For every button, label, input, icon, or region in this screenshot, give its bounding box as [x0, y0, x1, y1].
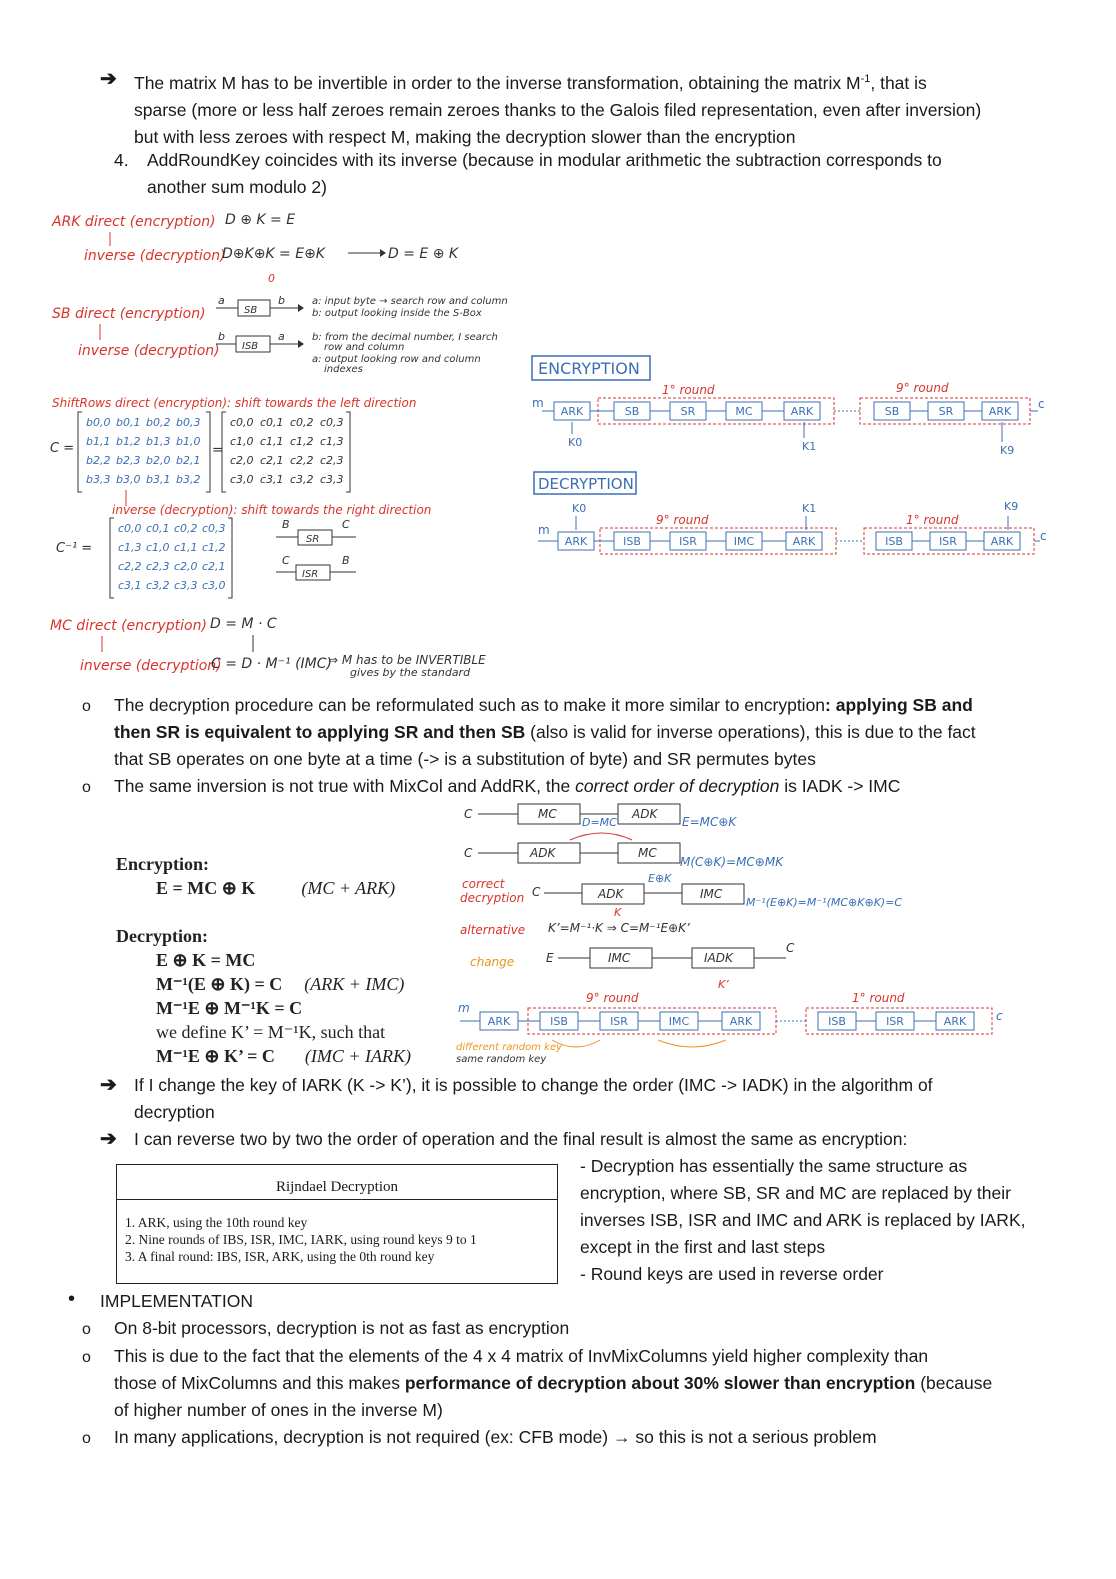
rd-decryption: decryption: [460, 891, 525, 905]
rd-step-label: ARK: [729, 1015, 753, 1028]
sr-box: SR: [306, 534, 320, 545]
isr-C: C: [282, 554, 290, 567]
bullet-disc: •: [68, 1288, 76, 1310]
rd-round9: 9° round: [586, 991, 639, 1005]
sb-note6: indexes: [324, 364, 363, 375]
rd-m: m: [458, 1001, 470, 1015]
matrix-left-cell: b0,1: [116, 416, 141, 429]
sr-C: C: [342, 518, 350, 531]
dec-step-label: ISR: [679, 535, 697, 548]
matrix-right-cell: c0,2: [290, 416, 314, 429]
sb-note2: b: output looking inside the S-Box: [312, 308, 482, 319]
matrix-right-cell: c0,1: [260, 416, 284, 429]
matrix-left-cell: b2,3: [116, 454, 141, 467]
item-4: AddRoundKey coincides with its inverse (because in modular arithmetic the subtraction corresponds to another sum modulo 2): [147, 150, 942, 197]
mc-eq2: C = D · M⁻¹ (IMC): [211, 656, 332, 672]
dec-step-label: ARK: [792, 535, 816, 548]
matrix-inverse-cell: c3,1: [118, 579, 142, 592]
sb-inverse-label: inverse (decryption): [78, 343, 220, 359]
impl-i3: In many applications, decryption is not required (ex: CFB mode) → so this is not a serious problem: [114, 1427, 877, 1447]
sb-direct-label: SB direct (encryption): [52, 306, 206, 322]
sb-box: SB: [244, 305, 258, 316]
sb-b: b: [278, 294, 285, 307]
rd-imc4: IMC: [608, 951, 631, 965]
sb-note5: a: output looking row and column: [312, 354, 481, 365]
svg-text:=: =: [212, 443, 223, 458]
dec-eq1: E ⊕ K = MC: [156, 950, 256, 970]
matrix-inverse-cell: c2,0: [174, 560, 198, 573]
matrix-left-cell: b2,1: [176, 454, 201, 467]
matrix-right-cell: c3,2: [290, 473, 314, 486]
rd-ek: E⊕K: [648, 872, 672, 885]
rd-c1: C: [464, 807, 473, 821]
enc-round9-step-label: SB: [884, 405, 900, 418]
matrix-left-cell: b3,1: [146, 473, 171, 486]
dec-round1-step-label: ISB: [885, 535, 903, 548]
matrix-inverse-cell: c0,0: [118, 522, 142, 535]
intro-para: The matrix M has to be invertible in order to the inverse transformation, obtaining the matrix $M^{-1}$, that is sparse (more or less half zeroes remain zeroes thanks to the Galois filed representation, even after inversion) but with less zeroes with respect M, making the decryption slower than the encryption: [134, 72, 982, 147]
enc-k1: K1: [802, 440, 817, 453]
rd-same-key: same random key: [456, 1054, 547, 1065]
matrix-inverse-cell: c1,1: [174, 541, 198, 554]
matrix-right-cell: c1,0: [230, 435, 254, 448]
matrix-right-cell: c2,3: [320, 454, 344, 467]
rd-correct: correct: [462, 877, 505, 891]
mc-note: ⇒ M has to be INVERTIBLE: [328, 653, 486, 667]
bullet-inversion: The same inversion is not true with MixCol and AddRK, the correct order of decryption is IADK -> IMC: [114, 776, 901, 796]
dec-title: DECRYPTION: [538, 475, 634, 493]
dec-m: m: [538, 523, 550, 537]
mixcol-order-diagram: [452, 796, 1012, 1076]
enc-k0: K0: [568, 436, 583, 449]
matrix-left-cell: b0,0: [86, 416, 111, 429]
enc-label: Encryption:: [116, 854, 210, 874]
enc-title: ENCRYPTION: [538, 359, 640, 378]
dec-c: c: [1040, 529, 1047, 543]
dec-round1: 1° round: [906, 513, 959, 527]
dec-eq4: we define K’ = M⁻¹K, such that: [156, 1022, 386, 1042]
rd-round1-step-label: ISR: [886, 1015, 904, 1028]
enc-eq: E = MC ⊕ K (MC + ARK): [156, 878, 396, 898]
matrix-right-cell: c1,2: [290, 435, 314, 448]
dec-step-label: ARK: [564, 535, 588, 548]
sr-c-label: C =: [50, 441, 75, 456]
ark-inverse-label: inverse (decryption): [84, 248, 226, 264]
isr-box: ISR: [302, 569, 319, 580]
bullet-circle: o: [82, 1321, 91, 1338]
enc-step-label: ARK: [560, 405, 584, 418]
mc-eq1: D = M · C: [210, 616, 277, 632]
dec-step-label: IMC: [733, 535, 755, 548]
rd-round1: 1° round: [852, 991, 905, 1005]
matrix-right-cell: c3,1: [260, 473, 284, 486]
rd-step-label: IMC: [668, 1015, 690, 1028]
matrix-right-cell: c2,0: [230, 454, 254, 467]
sr-B: B: [282, 518, 290, 531]
sb-note1: a: input byte → search row and column: [312, 296, 508, 307]
dec-round1-step-label: ISR: [939, 535, 957, 548]
matrix-left-cell: b1,1: [86, 435, 111, 448]
matrix-inverse-cell: c3,0: [202, 579, 226, 592]
mc-direct-label: MC direct (encryption): [50, 618, 207, 634]
arrow-bullet: ➔: [100, 1128, 117, 1150]
enc-dec-diagram: [530, 350, 1060, 580]
dec-step-label: ISB: [623, 535, 641, 548]
bullet-circle: o: [82, 779, 91, 796]
handwritten-diagrams: [40, 200, 600, 680]
matrix-inverse-cell: c2,3: [146, 560, 170, 573]
dec-round9: 9° round: [656, 513, 709, 527]
rd-minv: M⁻¹(E⊕K)=M⁻¹(MC⊕K⊕K)=C: [746, 896, 903, 909]
rd-step-label: ARK: [487, 1015, 511, 1028]
rd-change: change: [470, 955, 515, 969]
dec-round1-step-label: ARK: [990, 535, 1014, 548]
matrix-left-cell: b3,3: [86, 473, 111, 486]
rd-c2: C: [464, 846, 473, 860]
rd-c3: C: [532, 885, 541, 899]
rd-mck: M(C⊕K)=MC⊕MK: [680, 855, 784, 869]
enc-round9: 9° round: [896, 381, 949, 395]
dec-k0: K0: [572, 502, 587, 515]
dec-k9: K9: [1004, 500, 1019, 513]
impl-title: IMPLEMENTATION: [100, 1291, 253, 1311]
sb-note3: b: from the decimal number, I search: [312, 332, 498, 343]
mc-inverse-label: inverse (decryption): [80, 658, 222, 674]
matrix-right-cell: c2,2: [290, 454, 314, 467]
matrix-inverse-cell: c1,2: [202, 541, 226, 554]
ark-zero: 0: [268, 272, 275, 285]
enc-round9-step-label: SR: [938, 405, 954, 418]
enc-round1: 1° round: [662, 383, 715, 397]
rd-adk2: ADK: [530, 846, 556, 860]
matrix-right-cell: c0,0: [230, 416, 254, 429]
matrix-inverse-cell: c1,3: [118, 541, 142, 554]
enc-step-label: ARK: [790, 405, 814, 418]
rd-step-label: ISB: [550, 1015, 568, 1028]
matrix-right-cell: c3,3: [320, 473, 344, 486]
matrix-left-cell: b1,2: [116, 435, 141, 448]
enc-step-label: SR: [680, 405, 696, 418]
enc-step-label: SB: [624, 405, 640, 418]
matrix-inverse-cell: c0,1: [146, 522, 170, 535]
rd-c: c: [996, 1009, 1003, 1023]
matrix-inverse-cell: c0,2: [174, 522, 198, 535]
rd-c4: C: [786, 941, 795, 955]
dec-eq5: M⁻¹E ⊕ K’ = C (IMC + IARK): [156, 1046, 412, 1066]
impl-i2: This is due to the fact that the elements of the 4 x 4 matrix of InvMixColumns yield higher complexity than those of MixColumns and this makes performance of decryption about 30% slower than encryption (because of higher number of ones in the inverse M): [114, 1346, 993, 1420]
sr-inverse-label: inverse (decryption): shift towards the right direction: [112, 503, 432, 517]
matrix-left-cell: b1,0: [176, 435, 201, 448]
sb-note4: row and column: [324, 342, 405, 353]
matrix-left-cell: b0,3: [176, 416, 201, 429]
rd-dmc: D=MC: [582, 816, 617, 829]
matrix-left-cell: b1,3: [146, 435, 171, 448]
impl-i1: On 8-bit processors, decryption is not as fast as encryption: [114, 1318, 570, 1338]
ark-eq1: D ⊕ K = E: [225, 212, 296, 228]
isb-box: ISB: [242, 341, 259, 352]
isb-b: b: [218, 330, 225, 343]
ark-eq2: D⊕K⊕K = E⊕K: [222, 246, 325, 262]
enc-m: m: [532, 396, 544, 410]
isr-B: B: [342, 554, 350, 567]
rd-round1-step-label: ARK: [943, 1015, 967, 1028]
matrix-inverse-cell: c3,3: [174, 579, 198, 592]
rd-step-label: ISR: [610, 1015, 628, 1028]
arrow-bullet: ➔: [100, 1074, 117, 1096]
matrix-left-cell: b3,0: [116, 473, 141, 486]
ark-direct-label: ARK direct (encryption): [52, 214, 216, 230]
matrix-inverse-cell: c3,2: [146, 579, 170, 592]
rd-kprime: K’=M⁻¹·K ⇒ C=M⁻¹E⊕K’: [548, 921, 690, 935]
table-row: 1. ARK, using the 10th round key: [125, 1215, 308, 1230]
matrix-inverse-cell: c2,1: [202, 560, 226, 573]
matrix-right-cell: c1,3: [320, 435, 344, 448]
dec-eq2: M⁻¹(E ⊕ K) = C (ARK + IMC): [156, 974, 405, 994]
dec-eq3: M⁻¹E ⊕ M⁻¹K = C: [156, 998, 303, 1018]
sr-cinv-label: C⁻¹ =: [56, 541, 93, 556]
matrix-right-cell: c1,1: [260, 435, 284, 448]
isb-a: a: [278, 330, 285, 343]
rd-adk: ADK: [632, 807, 658, 821]
matrix-right-cell: c0,3: [320, 416, 344, 429]
enc-k9: K9: [1000, 444, 1015, 457]
matrix-inverse-cell: c0,3: [202, 522, 226, 535]
rd-emck: E=MC⊕K: [682, 815, 737, 829]
bullet-reformulate: The decryption procedure can be reformulated such as to make it more similar to encryption: applying SB and then SR is equivalent to applying SR and then SB (also is valid for inverse operations), this is due to the fact that SB operates on one byte at a time (-> is a substitution of byte) and SR permutes bytes: [114, 695, 976, 769]
rd-adk3: ADK: [598, 887, 624, 901]
mc-note2: gives by the standard: [350, 666, 471, 679]
rd-k4: K’: [718, 978, 729, 991]
rd-e4: E: [546, 951, 554, 965]
matrix-right-cell: c2,1: [260, 454, 284, 467]
reverse-p2: I can reverse two by two the order of operation and the final result is almost the same as encryption:: [134, 1129, 908, 1149]
dec-label: Decryption:: [116, 926, 208, 946]
table-row: 3. A final round: IBS, ISR, ARK, using the 0th round key: [125, 1249, 435, 1264]
reverse-p1: If I change the key of IARK (K -> K’), it is possible to change the order (IMC -> IADK) in the algorithm of decryption: [134, 1075, 933, 1122]
sr-direct-label: ShiftRows direct (encryption): shift towards the left direction: [52, 396, 417, 410]
matrix-left-cell: b0,2: [146, 416, 171, 429]
table-title: Rijndael Decryption: [117, 1165, 557, 1200]
ark-eq3: D = E ⊕ K: [388, 246, 459, 262]
item-number: 4.: [114, 150, 129, 170]
side-notes: - Decryption has essentially the same structure as encryption, where SB, SR and MC are replaced by their inverses ISB, ISR and IMC and ARK is replaced by IARK, except in the first and last steps - Round keys are used in reverse order: [580, 1156, 1026, 1284]
enc-round9-step-label: ARK: [988, 405, 1012, 418]
rd-alternative: alternative: [460, 923, 526, 937]
enc-c: c: [1038, 397, 1045, 411]
matrix-left-cell: b2,2: [86, 454, 111, 467]
bullet-circle: o: [82, 1430, 91, 1447]
math-block: [116, 852, 411, 1068]
matrix-left-cell: b3,2: [176, 473, 201, 486]
rd-round1-step-label: ISB: [828, 1015, 846, 1028]
rd-mc2: MC: [638, 846, 657, 860]
bullet-circle: o: [82, 1349, 91, 1366]
table-row: 2. Nine rounds of IBS, ISR, IMC, IARK, using round keys 9 to 1: [125, 1232, 477, 1247]
enc-step-label: MC: [735, 405, 753, 418]
rd-mc: MC: [538, 807, 557, 821]
rd-imc3: IMC: [700, 887, 723, 901]
arrow-bullet: ➔: [100, 68, 117, 90]
matrix-inverse-cell: c1,0: [146, 541, 170, 554]
matrix-left-cell: b2,0: [146, 454, 171, 467]
rd-diff-key: different random key: [456, 1042, 563, 1053]
rd-iadk4: IADK: [704, 951, 733, 965]
rijndael-table: [116, 1164, 558, 1284]
dec-k1: K1: [802, 502, 817, 515]
sb-a: a: [218, 294, 225, 307]
matrix-inverse-cell: c2,2: [118, 560, 142, 573]
rd-k3: K: [614, 906, 622, 919]
matrix-right-cell: c3,0: [230, 473, 254, 486]
bullet-circle: o: [82, 698, 91, 715]
